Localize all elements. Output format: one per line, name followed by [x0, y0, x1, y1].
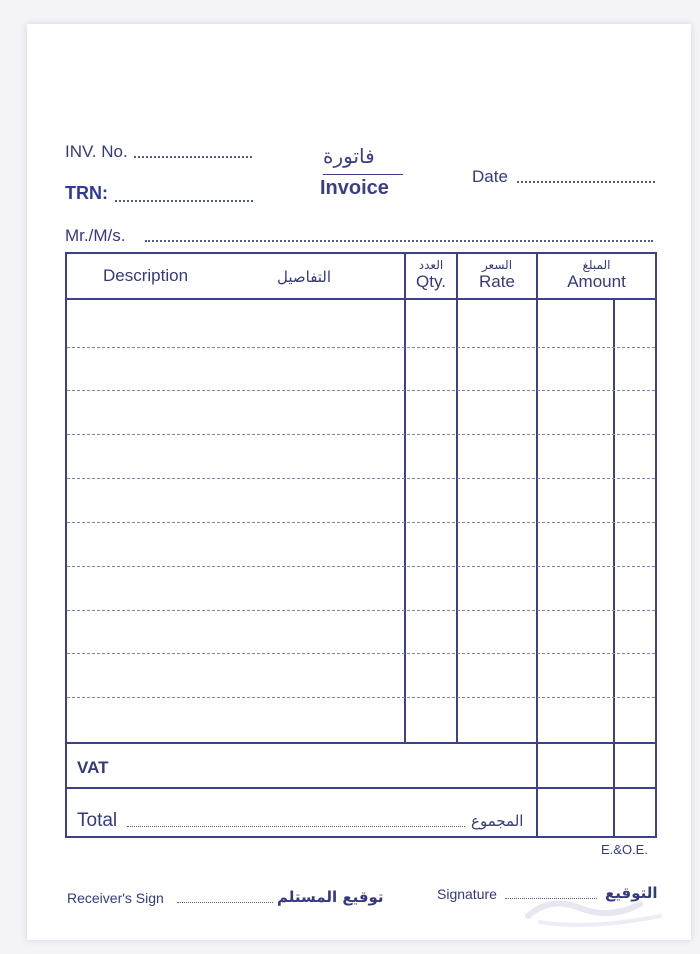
- invoice-sheet: [27, 24, 691, 940]
- header-divider: [67, 298, 655, 300]
- vat-label: VAT: [77, 758, 109, 777]
- total-words-field[interactable]: [127, 826, 465, 827]
- watermark-logo: [520, 886, 670, 930]
- invoice-table: Description التفاصيل العدد Qty. السعر Rate المبلغ Amount VAT Total المجموع: [65, 252, 657, 838]
- eoe-note: E.&O.E.: [601, 842, 648, 857]
- table-row[interactable]: [67, 697, 655, 698]
- signature-label: Signature: [437, 886, 497, 902]
- table-row[interactable]: [67, 434, 655, 435]
- title-english: Invoice: [320, 177, 389, 199]
- table-row[interactable]: [67, 566, 655, 567]
- table-row[interactable]: [67, 478, 655, 479]
- th-rate: السعر Rate: [479, 258, 515, 291]
- title-arabic: فاتورة: [323, 144, 375, 168]
- table-row[interactable]: [67, 522, 655, 523]
- table-row[interactable]: [67, 347, 655, 348]
- col-divider-fils: [613, 298, 615, 836]
- date-field[interactable]: [517, 181, 655, 183]
- col-divider-amount: [536, 254, 538, 836]
- table-row[interactable]: [67, 390, 655, 391]
- table-row[interactable]: [67, 610, 655, 611]
- total-label: Total: [77, 810, 118, 831]
- total-label-arabic: المجموع: [471, 812, 524, 830]
- inv-no-label: INV. No.: [65, 142, 128, 161]
- date-label: Date: [472, 167, 508, 186]
- customer-label: Mr./M/s.: [65, 226, 126, 245]
- receiver-sign-field[interactable]: [177, 902, 273, 903]
- trn-label: TRN:: [65, 183, 108, 203]
- receiver-sign-label: Receiver's Sign: [67, 890, 164, 906]
- total-divider: [67, 787, 655, 789]
- th-amount: المبلغ Amount: [567, 258, 626, 291]
- receiver-sign-arabic: توقيع المستلم: [277, 888, 384, 906]
- inv-no-field[interactable]: [134, 156, 252, 158]
- th-qty: العدد Qty.: [416, 258, 446, 291]
- col-divider-qty: [404, 254, 406, 742]
- table-row[interactable]: [67, 653, 655, 654]
- trn-field[interactable]: [115, 200, 253, 202]
- col-divider-rate: [456, 254, 458, 742]
- title-divider: [323, 174, 403, 175]
- customer-field[interactable]: [145, 240, 653, 242]
- vat-divider: [67, 742, 655, 744]
- signature-arabic: التوقيع: [605, 884, 658, 902]
